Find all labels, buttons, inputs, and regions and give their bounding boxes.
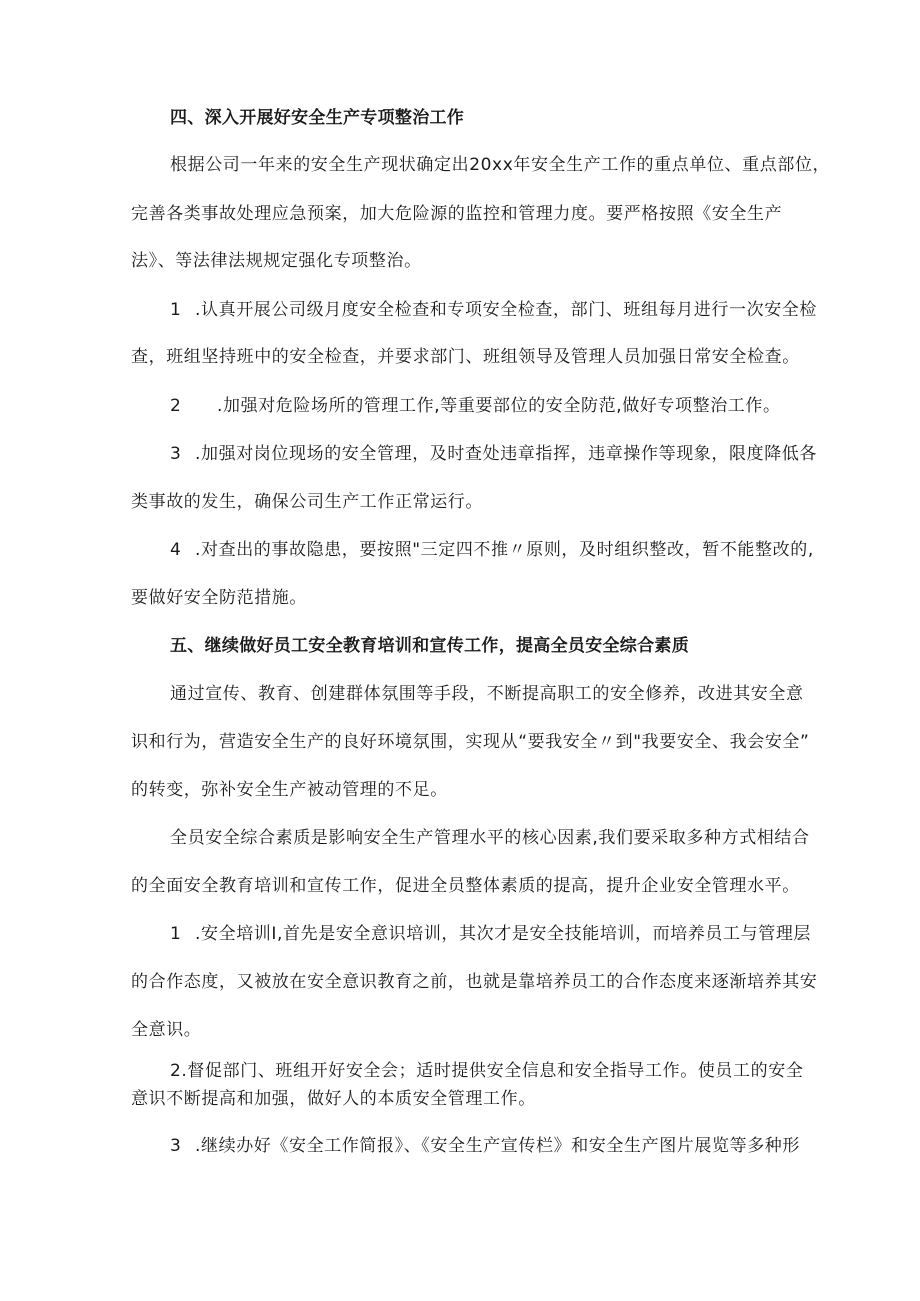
list-item-text: .安全培训I,首先是安全意识培训，其次才是安全技能培训，而培养员工与管理层 xyxy=(195,924,812,944)
list-item-text: 查，班组坚持班中的安全检查，并要求部门、班组领导及管理人员加强日常安全检查。 xyxy=(131,347,800,367)
list-item-text: 要做好安全防范措施。 xyxy=(131,588,307,608)
list-item-number: 1 xyxy=(170,924,182,944)
list-item-text: 的合作态度，又被放在安全意识教育之前，也就是靠培养员工的合作态度来逐渐培养其安 xyxy=(131,972,818,992)
list-item-number: 1 xyxy=(170,300,182,320)
list-item-number: 3 xyxy=(170,1136,182,1156)
section-4-heading: 四、深入开展好安全生产专项整治工作 xyxy=(170,108,465,128)
section-4-intro-line: 根据公司一年来的安全生产现状确定出20xx年安全生产工作的重点单位、重点部位， xyxy=(170,155,831,175)
list-item-text: .认真开展公司级月度安全检查和专项安全检查，部门、班组每月进行一次安全检 xyxy=(195,300,818,320)
list-item-text: .加强对危险场所的管理工作,等重要部位的安全防范,做好专项整治工作。 xyxy=(217,396,781,416)
section-5-paragraph-line: 通过宣传、教育、创建群体氛围等手段，不断提高职工的安全修养，改进其安全意 xyxy=(170,684,804,704)
section-5-paragraph-line: 全员安全综合素质是影响安全生产管理水平的核心因素,我们要采取多种方式相结合 xyxy=(170,828,810,848)
list-item-text: 意识不断提高和加强，做好人的本质安全管理工作。 xyxy=(131,1089,536,1109)
list-item-text: 2.督促部门、班组开好安全会；适时提供安全信息和安全指导工作。使员工的安全 xyxy=(170,1061,804,1081)
list-item-text: 全意识。 xyxy=(131,1020,202,1040)
section-4-intro-line: 法》、等法律法规规定强化专项整治。 xyxy=(131,251,422,271)
list-item-text: .继续办好《安全工作简报》、《安全生产宣传栏》和安全生产图片展览等多种形 xyxy=(195,1136,801,1156)
section-4-intro-line: 完善各类事故处理应急预案，加大危险源的监控和管理力度。要严格按照《安全生产 xyxy=(131,204,783,224)
section-5-heading: 五、继续做好员工安全教育培训和宣传工作，提高全员安全综合素质 xyxy=(170,636,689,656)
list-item-text: .加强对岗位现场的安全管理，及时查处违章指挥，违章操作等现象，限度降低各 xyxy=(195,444,818,464)
list-item-number: 3 xyxy=(170,444,182,464)
list-item-number: 4 xyxy=(170,540,182,560)
section-5-paragraph-line: 的全面安全教育培训和宣传工作，促进全员整体素质的提高，提升企业安全管理水平。 xyxy=(131,876,800,896)
list-item-text: 类事故的发生，确保公司生产工作正常运行。 xyxy=(131,492,483,512)
list-item-text: .对查出的事故隐患，要按照"三定四不推〃原则，及时组织整改，暂不能整改的, xyxy=(195,540,814,560)
section-5-paragraph-line: 的转变，弥补安全生产被动管理的不足。 xyxy=(131,780,448,800)
list-item-number: 2 xyxy=(170,396,182,416)
section-5-paragraph-line: 识和行为，营造安全生产的良好环境氛围，实现从“要我安全〃到"我要安全、我会安全” xyxy=(131,732,810,752)
